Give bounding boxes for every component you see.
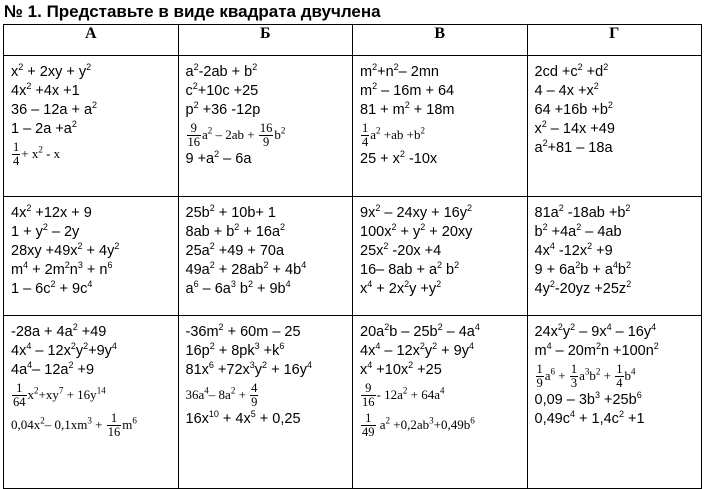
- expression: $4x^2 +12x + 9$: [11, 203, 92, 221]
- expression: $9x^2 - 24xy + 16y^2$: [360, 203, 473, 221]
- cell-b1: [178, 56, 353, 197]
- expression: $25x^2$ -20x +4: [360, 241, 442, 259]
- expression: $\frac{9}{16}$ $a^2 - 2ab$ + $\frac{16}{9}$ $b^2$: [187, 120, 286, 149]
- column-header-v: В: [353, 25, 528, 56]
- expression: $1 - 6c^2 + 9c^4$: [11, 279, 93, 297]
- expression: 16– $8ab + a^2$ $b^2$: [360, 260, 460, 278]
- expression: $2cd +c^2 +d^2$: [534, 62, 609, 80]
- expression: $1 - 2a +a^2$: [11, 119, 77, 137]
- cell-a1: [4, 56, 179, 197]
- expression: $9 +a^2 - 6a$: [185, 149, 252, 167]
- expression: $-28a + 4a^2 +49$: [11, 322, 107, 340]
- expression: $x^2 - 14x +49$: [534, 119, 615, 137]
- expression: $36a^4-$ $8a^2$ + $\frac{4}{9}$: [185, 380, 258, 409]
- expression: $25 + x^2$ -10x: [360, 149, 438, 167]
- expression: $b^2 +4a^2 - 4ab$: [534, 222, 622, 240]
- expression: $100x^2 + y^2 + 20xy$: [360, 222, 473, 240]
- expression: $28xy +49x^2 + 4y^2$: [11, 241, 120, 259]
- expression: $c^2+10c +25$: [185, 81, 259, 99]
- expression: $4a^4-$ $12a^2 +9$: [11, 360, 95, 378]
- expression: $\frac{1}{4}$ + $x^2$ - x: [13, 139, 61, 168]
- expression: $16x^{10} + 4x^5 + 0,25$: [185, 409, 301, 427]
- cell-v2: [353, 197, 528, 316]
- cell-a3: [4, 316, 179, 489]
- expression: $20a^2b - 25b^2 - 4a^4$: [360, 322, 480, 340]
- expression: $0,04x^2-$ $0,1xm^3$ + $\frac{1}{16}$ $m^6$: [11, 410, 137, 439]
- expression: $x^4 +10x^2 +25$: [360, 360, 442, 378]
- expression: $-36m^2 + 60m - 25$: [185, 322, 301, 340]
- expression: $81 + m^2 + 18m$: [360, 100, 455, 118]
- expression: $25a^2 +49 + 70a$: [185, 241, 285, 259]
- cell-g2: [527, 197, 702, 316]
- expression: $16p^2 + 8pk^3 +k^6$: [185, 341, 285, 359]
- expression: $8ab + b^2 + 16a^2$: [185, 222, 286, 240]
- expression: $64 +16b +b^2$: [534, 100, 613, 118]
- expression: $\frac{1}{9}$ $a^6$ + $\frac{1}{3}$ $a^3b^2$ + $\frac{1}{4}$ $b^4$: [536, 361, 636, 390]
- expression: $\frac{1}{64}$ $x^2+xy^7 + 16y^{14}$: [13, 380, 106, 409]
- expression: $\frac{1}{4}$ $a^2 +ab +b^2$: [362, 120, 425, 149]
- expression: $\frac{9}{16}$ - $12a^2 + 64a^4$: [362, 380, 445, 409]
- column-header-b: Б: [178, 25, 353, 56]
- expression: $\frac{1}{49}$ $a^2 +0,2ab^3+0,49b^6$: [362, 410, 475, 439]
- expression: $m^4 + 2m^2n^3 + n^6$: [11, 260, 113, 278]
- expression: $0,09 - 3b^3 +25b^6$: [534, 390, 642, 408]
- cell-g3: [527, 316, 702, 489]
- expression: $4y^2-20yz +25z^2$: [534, 279, 632, 297]
- expression: $4x^4$ $-12x^2 +9$: [534, 241, 613, 259]
- expression: $p^2 +36$ -12p: [185, 100, 261, 118]
- cell-g1: [527, 56, 702, 197]
- page-title: № 1. Представьте в виде квадрата двучлена: [4, 2, 381, 21]
- expression: $x^2 + 2xy + y^2$: [11, 62, 92, 80]
- column-header-a: А: [4, 25, 179, 56]
- expression: $m^2+n^2-$ 2mn: [360, 62, 439, 80]
- expression: $25b^2 + 10b+ 1$: [185, 203, 276, 221]
- expression: $a^6 - 6a^3$ $b^2 + 9b^4$: [185, 279, 291, 297]
- cell-b3: [178, 316, 353, 489]
- expression: $1 + y^2 - 2y$: [11, 222, 80, 240]
- expression: $a^2+81 - 18a$: [534, 138, 613, 156]
- expression: $81a^2$ $-18ab +b^2$: [534, 203, 631, 221]
- cell-b2: [178, 197, 353, 316]
- table-row: [4, 316, 702, 489]
- expression: $0,49c^4 + 1,4c^2 +1$: [534, 409, 645, 427]
- expression: $m^4 - 20m^2n +100n^2$: [534, 341, 659, 359]
- expression: $49a^2 + 28ab^2 + 4b^4$: [185, 260, 307, 278]
- column-header-g: Г: [527, 25, 702, 56]
- expression: $36 - 12a + a^2$: [11, 100, 98, 118]
- cell-v3: [353, 316, 528, 489]
- cell-a2: [4, 197, 179, 316]
- cell-v1: [353, 56, 528, 197]
- expression: $4x^4 - 12x^2y^2+9y^4$: [11, 341, 117, 359]
- header-row: [4, 25, 702, 56]
- expression: $4 - 4x +x^2$: [534, 81, 599, 99]
- expression: $4x^2 +4x +1$: [11, 81, 80, 99]
- expression: $m^2 - 16m + 64$: [360, 81, 455, 99]
- expression: $4x^4 - 12x^2y^2 + 9y^4$: [360, 341, 474, 359]
- table-row: [4, 197, 702, 316]
- table-row: [4, 56, 702, 197]
- expression: $x^4 + 2x^2y +y^2$: [360, 279, 442, 297]
- expression: $24x^2y^2 - 9x^4 - 16y^4$: [534, 322, 657, 340]
- expression: $9 + 6a^2b + a^4b^2$: [534, 260, 631, 278]
- expression: $a^2-2ab + b^2$: [185, 62, 258, 80]
- exercise-table: [3, 24, 702, 489]
- expression: $81x^6 +72x^3y^2 + 16y^4$: [185, 360, 312, 378]
